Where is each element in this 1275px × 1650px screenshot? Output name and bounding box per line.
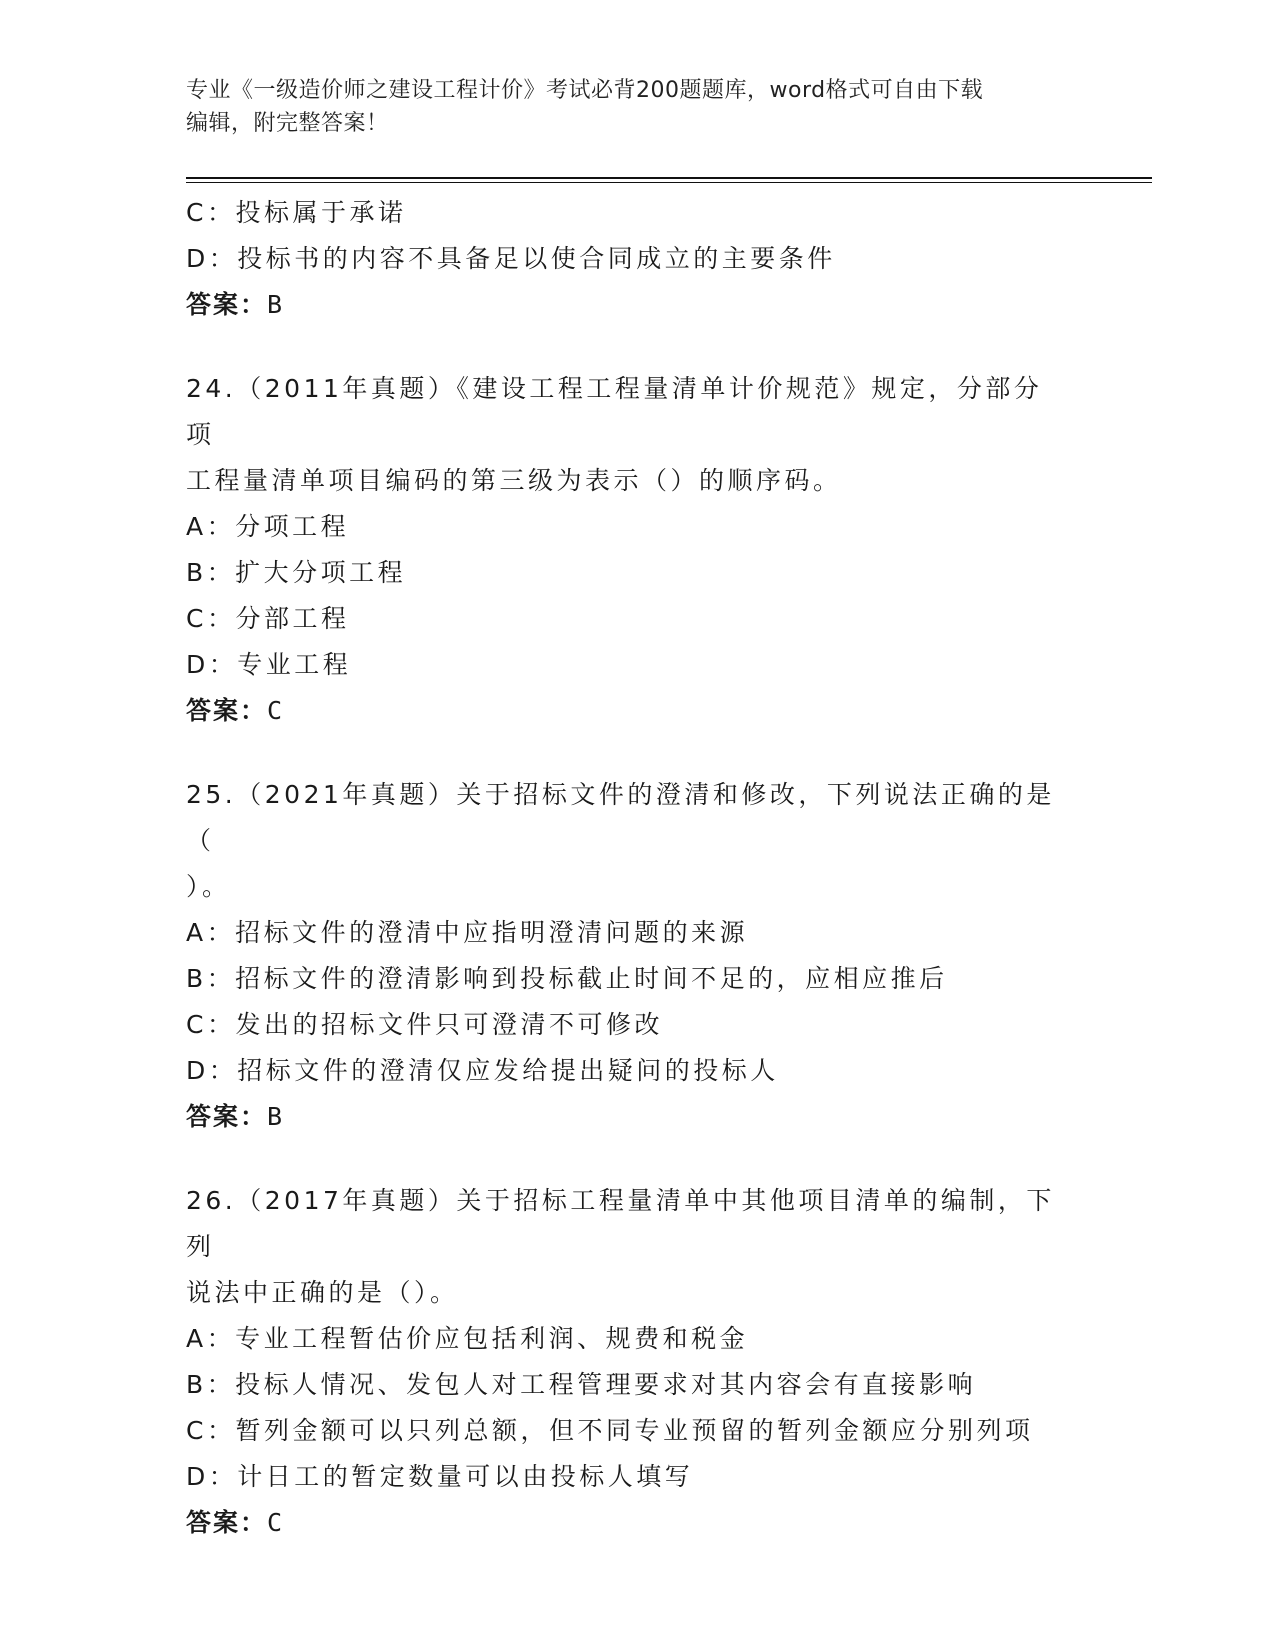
document-header [186,74,1086,140]
answer-value: B [267,1102,283,1131]
option-a: A：分项工程 [186,512,350,541]
answer-value: C [267,1508,283,1537]
document-body [186,190,1086,1546]
question-fragment [186,190,1086,328]
question-stem-line-1: 25.（2021年真题）关于招标文件的澄清和修改，下列说法正确的是（ [186,780,1055,855]
option-b: B：扩大分项工程 [186,558,407,587]
option-c: C：暂列金额可以只列总额，但不同专业预留的暂列金额应分别列项 [186,1416,1034,1445]
question-24 [186,366,1086,734]
question-stem-line-2: 工程量清单项目编码的第三级为表示（）的顺序码。 [186,466,842,495]
option-d: D：招标文件的澄清仅应发给提出疑问的投标人 [186,1056,779,1085]
answer-value: B [267,290,283,319]
question-stem-line-2: ）。 [186,872,231,901]
option-b: B：投标人情况、发包人对工程管理要求对其内容会有直接影响 [186,1370,977,1399]
header-line-1: 专业《一级造价师之建设工程计价》考试必背200题题库，word格式可自由下载 [186,78,984,103]
option-c: C：发出的招标文件只可澄清不可修改 [186,1010,663,1039]
answer-line [186,282,1086,328]
answer-label: 答案： [186,290,268,319]
option-c: C：投标属于承诺 [186,198,407,227]
question-stem-line-2: 说法中正确的是（）。 [186,1278,459,1307]
option-d: D：专业工程 [186,650,352,679]
header-line-2: 编辑，附完整答案！ [186,111,389,136]
question-stem-line-1: 26.（2017年真题）关于招标工程量清单中其他项目清单的编制，下列 [186,1186,1055,1261]
answer-line [186,1500,1086,1546]
option-a: A：招标文件的澄清中应指明澄清问题的来源 [186,918,749,947]
option-a: A：专业工程暂估价应包括利润、规费和税金 [186,1324,749,1353]
answer-label: 答案： [186,1102,268,1131]
question-25 [186,772,1086,1140]
header-divider-thin [186,182,1152,183]
option-b: B：招标文件的澄清影响到投标截止时间不足的，应相应推后 [186,964,948,993]
question-26 [186,1178,1086,1546]
option-d: D：投标书的内容不具备足以使合同成立的主要条件 [186,244,836,273]
answer-line [186,1094,1086,1140]
header-divider-thick [186,177,1152,179]
answer-line [186,688,1086,734]
answer-label: 答案： [186,1508,268,1537]
option-d: D：计日工的暂定数量可以由投标人填写 [186,1462,694,1491]
answer-label: 答案： [186,696,268,725]
answer-value: C [267,696,283,725]
question-stem-line-1: 24.（2011年真题）《建设工程工程量清单计价规范》规定，分部分项 [186,374,1043,449]
option-c: C：分部工程 [186,604,350,633]
